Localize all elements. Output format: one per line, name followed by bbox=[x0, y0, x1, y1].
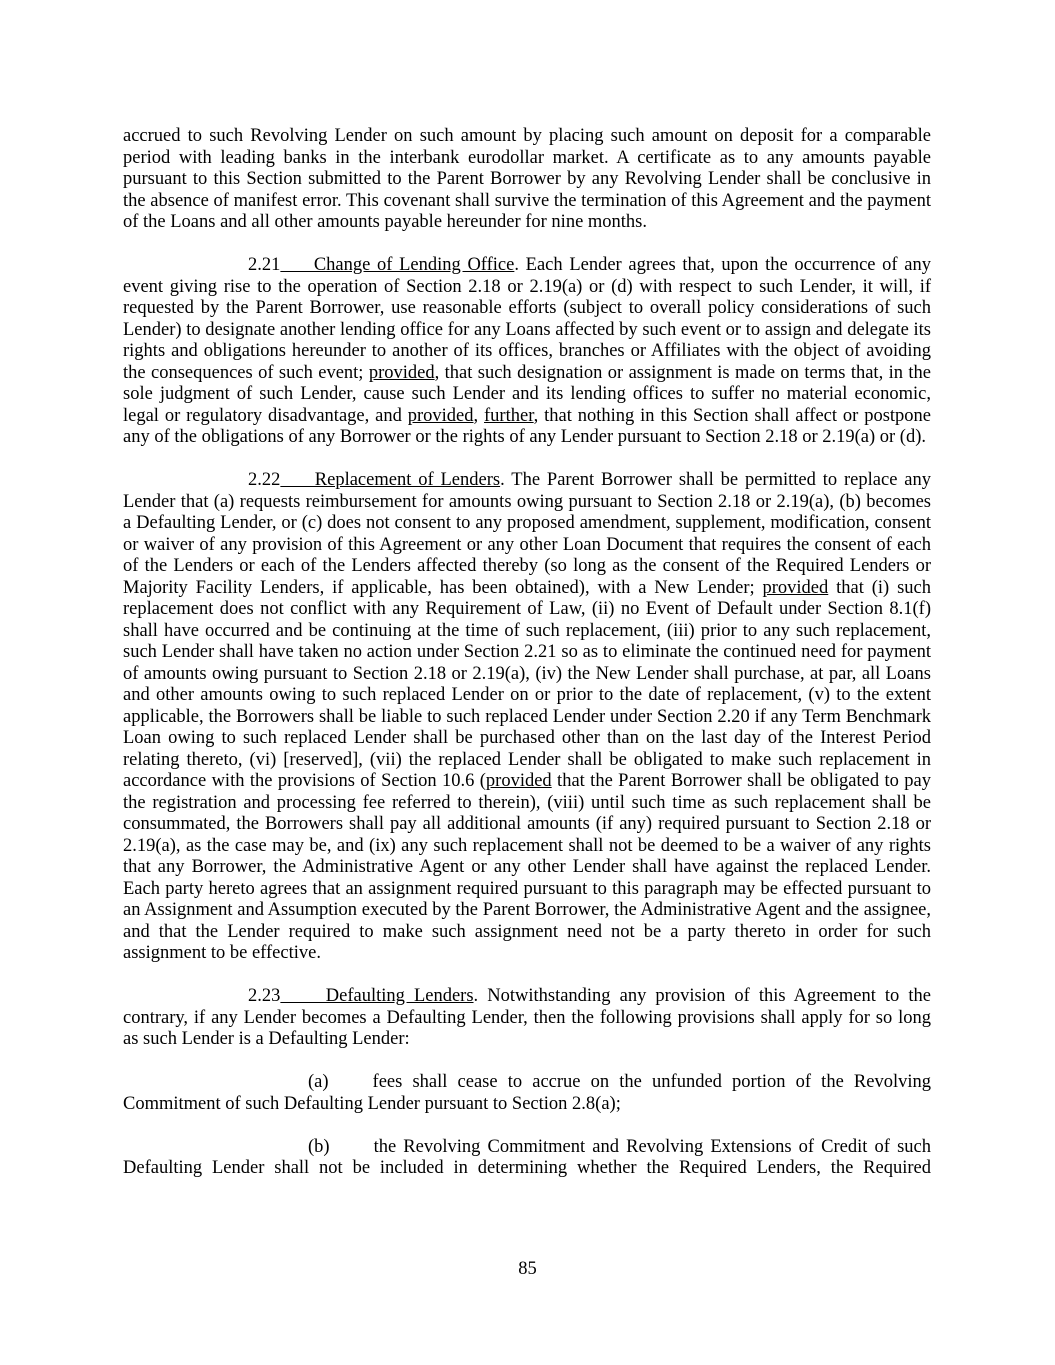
section-2-21 bbox=[123, 255, 931, 449]
page-number: 85 bbox=[518, 1259, 537, 1279]
text-run: that (i) such replacement does not conflict with any Requirement of Law, (ii) no Event of Default under Section 8.1(f) shall have occurred and be continuing at the time of such replacement, (iii) prior to any such replacement, such Lender shall have taken no action under Section 2.21 so as to eliminate the continued need for payment of amounts owing pursuant to Section 2.18 or 2.19(a), (iv) the New Lender shall purchase, at par, all Loans and other amounts owing to such replaced Lender on or prior to the date of replacement, (v) to the extent applicable, the Borrowers shall be liable to such replaced Lender under Section 2.20 if any Term Benchmark Loan owing to such replaced Lender shall be purchased other than on the last day of the Interest Period relating thereto, (vi) [reserved], (vii) the replaced Lender shall be obligated to make such replacement in accordance with the provisions of Section 10.6 ( bbox=[123, 577, 931, 791]
clause-label: (a) bbox=[308, 1072, 329, 1092]
text-run: . Notwithstanding any provision of this Agreement to the contrary, if any Lender becomes a Defaulting Lender, then the following provisions shall apply for so long as such Lender is a Defaulting Lender: bbox=[123, 986, 931, 1049]
clause-label: (b) bbox=[308, 1136, 330, 1157]
clause-text: fees shall cease to accrue on the unfunded portion of the Revolving Commitment of such Defaulting Lender pursuant to Section 2.8(a); bbox=[123, 1072, 931, 1114]
text-run-underlined: provided bbox=[407, 405, 474, 426]
text-run-underlined: provided bbox=[762, 577, 829, 598]
clause-b bbox=[123, 1137, 931, 1180]
text-run-underlined: provided bbox=[368, 362, 435, 383]
text-run: , bbox=[473, 405, 485, 426]
section-number: 2.23 bbox=[248, 986, 281, 1006]
page-content bbox=[123, 126, 931, 1180]
text-run-underlined: provided bbox=[485, 771, 552, 791]
section-number: 2.22 bbox=[248, 470, 281, 490]
section-2-23 bbox=[123, 986, 931, 1051]
text-run: , that such designation or assignment is made on terms that, in the sole judgment of such Lender, cause such Lender and its lending offices to suffer no material economic, legal or regulatory disadvantage, and bbox=[123, 362, 931, 426]
clause-a bbox=[123, 1072, 931, 1115]
clause-text: the Revolving Commitment and Revolving Extensions of Credit of such Defaulting Lender shall not be included in determining whether the Required Lenders, the Required bbox=[123, 1136, 931, 1178]
text-run: . The Parent Borrower shall be permitted to replace any Lender that (a) requests reimbursement for amounts owing pursuant to Section 2.18 or 2.19(a), (b) becomes a Defaulting Lender, or (c) does not consent to any proposed amendment, supplement, modification, consent or waiver of any provision of this Agreement or any other Loan Document that requires the consent of each of the Lenders or each of the Lenders affected thereby (so long as the consent of the Required Lenders or Majority Facility Lenders, if applicable, has been obtained), with a New Lender; bbox=[123, 470, 932, 598]
paragraph-continuation: accrued to such Revolving Lender on such amount by placing such amount on deposit for a comparable period with leading banks in the interbank eurodollar market. A certificate as to any amounts payable pursuant to this Section submitted to the Parent Borrower by any Revolving Lender shall be conclusive in the absence of manifest error. This covenant shall survive the termination of this Agreement and the payment of the Loans and all other amounts payable hereunder for nine months. bbox=[123, 126, 931, 232]
section-heading: Replacement of Lenders bbox=[280, 470, 501, 490]
section-number: 2.21 bbox=[248, 255, 281, 275]
section-2-22 bbox=[123, 470, 931, 965]
text-run: , that nothing in this Section shall affect or postpone any of the obligations of any Borrower or the rights of any Lender pursuant to Section 2.18 or 2.19(a) or (d). bbox=[123, 405, 932, 447]
section-heading: Defaulting Lenders bbox=[280, 986, 474, 1006]
text-run-underlined: further bbox=[484, 405, 534, 426]
text-run: . Each Lender agrees that, upon the occurrence of any event giving rise to the operation of Section 2.18 or 2.19(a) or (d) with respect to such Lender, it will, if requested by the Parent Borrower, use reasonable efforts (subject to overall policy considerations of such Lender) to designate another lending office for any Loans affected by such event or to assign and delegate its rights and obligations hereunder to another of its offices, branches or Affiliates with the object of avoiding the consequences of such event; bbox=[123, 255, 931, 383]
section-heading: Change of Lending Office bbox=[280, 255, 515, 275]
text-run: that the Parent Borrower shall be obligated to pay the registration and processing fee referred to therein), (viii) until such time as such replacement shall be consummated, the Borrowers shall pay all additional amounts (if any) required pursuant to Section 2.18 or 2.19(a), as the case may be, and (ix) any such replacement shall not be deemed to be a waiver of any rights that any Borrower, the Administrative Agent or any other Lender shall have against the replaced Lender. Each party hereto agrees that an assignment required pursuant to this paragraph may be effected pursuant to an Assignment and Assumption executed by the Parent Borrower, the Administrative Agent and the assignee, and that the Lender required to make such assignment need not be a party thereto in order for such assignment to be effective. bbox=[123, 771, 931, 963]
